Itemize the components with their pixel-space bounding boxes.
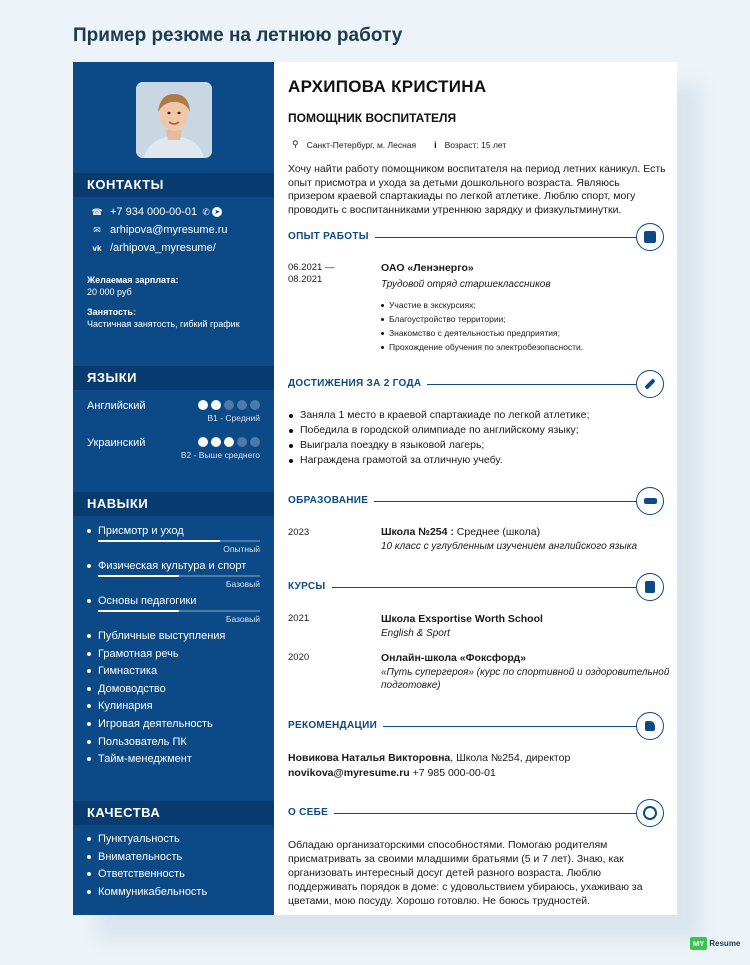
quality-name: Внимательность — [98, 851, 183, 863]
recommender-phone: +7 985 000-00-01 — [409, 766, 496, 779]
page-title: Пример резюме на летнюю работу — [73, 25, 403, 46]
viber-icon: ✆ — [202, 206, 210, 217]
recommender-org: , Школа №254, директор — [450, 752, 571, 764]
quality-item — [87, 833, 260, 845]
course-detail: «Путь супергероя» (курс по спортивной и оздоровительной подготовке) — [381, 666, 670, 691]
skill-name: Публичные выступления — [98, 630, 226, 642]
education-entry — [381, 526, 671, 553]
graduation-cap-icon — [636, 487, 664, 515]
course-name: Онлайн-школа «Фоксфорд» — [381, 652, 527, 664]
language-level: B1 - Средний — [207, 413, 260, 423]
phone-text[interactable]: +7 934 000-00-01 — [110, 206, 198, 218]
language-name: Украинский — [87, 437, 146, 449]
employment-label: Занятость: — [87, 307, 136, 317]
skill-item — [87, 525, 260, 554]
age-text: Возраст: 15 лет — [444, 139, 507, 150]
job-company: ОАО «Ленэнерго» — [381, 262, 474, 274]
job-date: 06.2021 — 08.2021 — [288, 262, 335, 285]
candidate-name: АРХИПОВА КРИСТИНА — [288, 77, 487, 96]
achievements-list — [288, 408, 589, 468]
section-title: О СЕБЕ — [288, 807, 334, 818]
skill-item — [87, 753, 260, 765]
recommendation-entry — [288, 751, 570, 780]
skill-item — [87, 718, 260, 730]
salary-block — [87, 274, 178, 298]
skill-item — [87, 630, 260, 642]
quality-name: Ответственность — [98, 868, 185, 880]
employment-value: Частичная занятость, гибкий график — [87, 319, 240, 329]
job-entry — [381, 262, 661, 354]
course-entry — [381, 652, 671, 693]
achievement-item: Награждена грамотой за отличную учебу. — [288, 453, 589, 468]
skill-name: Гимнастика — [98, 665, 158, 677]
achievement-item: Победила в городской олимпиаде по английскому языку; — [288, 423, 589, 438]
phone-row — [91, 206, 222, 218]
experience-section-header — [288, 222, 664, 252]
section-title: ОБРАЗОВАНИЕ — [288, 495, 374, 506]
skill-name: Присмотр и уход — [98, 525, 184, 537]
skills-header: НАВЫКИ — [73, 492, 274, 516]
course-name: Школа Exsportise Worth School — [381, 613, 543, 625]
skill-name: Тайм-менеджмент — [98, 753, 192, 765]
education-school: Школа №254 : — [381, 526, 454, 538]
section-title: ОПЫТ РАБОТЫ — [288, 231, 375, 242]
duty-item: Прохождение обучения по электробезопасности. — [381, 340, 661, 354]
skill-name: Кулинария — [98, 700, 153, 712]
skill-bar — [98, 540, 260, 542]
skill-level: Опытный — [223, 544, 260, 554]
about-section-header — [288, 798, 664, 828]
section-title: ДОСТИЖЕНИЯ ЗА 2 ГОДА — [288, 378, 427, 389]
sidebar — [73, 62, 274, 915]
qualities-header: КАЧЕСТВА — [73, 801, 274, 825]
briefcase-icon — [636, 223, 664, 251]
location-icon: ⚲ — [292, 139, 299, 149]
recommendations-section-header — [288, 711, 664, 741]
education-type: Среднее (школа) — [453, 526, 541, 538]
skill-name: Пользователь ПК — [98, 736, 187, 748]
skill-item — [87, 665, 260, 677]
language-rating — [198, 437, 260, 447]
education-detail: 10 класс с углубленным изучением английского языка — [381, 540, 638, 552]
course-entry — [381, 613, 671, 640]
achievement-item: Заняла 1 место в краевой спартакиаде по легкой атлетике; — [288, 408, 589, 423]
quality-name: Коммуникабельность — [98, 886, 208, 898]
quality-item — [87, 851, 260, 863]
candidate-position: ПОМОЩНИК ВОСПИТАТЕЛЯ — [288, 111, 457, 125]
skill-item — [87, 648, 260, 660]
duty-item: Благоустройство территории; — [381, 312, 661, 326]
info-icon: i — [434, 139, 437, 150]
meta-row — [292, 139, 506, 150]
skill-item — [87, 736, 260, 748]
skill-level: Базовый — [225, 579, 260, 589]
vk-row — [91, 242, 216, 254]
telegram-icon: ➤ — [212, 207, 222, 217]
skill-level: Базовый — [225, 614, 260, 624]
skill-name: Игровая деятельность — [98, 718, 213, 730]
achievements-section-header — [288, 369, 664, 399]
duty-item: Участие в экскурсиях; — [381, 298, 661, 312]
skill-item — [87, 560, 260, 589]
language-item — [87, 437, 260, 460]
languages-header: ЯЗЫКИ — [73, 366, 274, 390]
location-text: Санкт-Петербург, м. Лесная — [306, 139, 417, 150]
vk-icon: vk — [92, 243, 102, 253]
education-year: 2023 — [288, 527, 310, 538]
email-row — [91, 224, 228, 236]
quality-item — [87, 886, 260, 898]
course-detail: English & Sport — [381, 627, 450, 639]
skill-name: Грамотная речь — [98, 648, 179, 660]
about-text: Обладаю организаторскими способностями. Помогаю родителям присматривать за своими младшими братьями (5 и 7 лет). Знаю, как организовать интересный досуг детей разного возраста. Люблю поддерживать порядок в доме: с удовольствием убираюсь, ухаживаю за цветами, мою посуду. Хорошо готовлю. Не боюсь трудностей. — [288, 839, 643, 907]
quality-name: Пунктуальность — [98, 833, 180, 845]
job-duties — [381, 298, 661, 354]
salary-value: 20 000 руб — [87, 287, 132, 297]
myresume-logo: MY Resume — [690, 937, 740, 950]
skill-bar — [98, 575, 260, 577]
course-year: 2020 — [288, 652, 310, 663]
resume-card — [73, 62, 677, 915]
language-level: B2 - Выше среднего — [180, 450, 260, 460]
skill-name: Основы педагогики — [98, 595, 197, 607]
recommender-name: Новикова Наталья Викторовна — [288, 752, 451, 764]
skill-item — [87, 595, 260, 624]
quality-item — [87, 868, 260, 880]
language-item — [87, 400, 260, 423]
skill-name: Физическая культура и спорт — [98, 560, 247, 572]
education-section-header — [288, 486, 664, 516]
section-title: КУРСЫ — [288, 581, 332, 592]
skill-bar — [98, 610, 260, 612]
vk-text[interactable]: /arhipova_myresume/ — [110, 242, 216, 254]
contacts-header: КОНТАКТЫ — [73, 173, 274, 197]
document-icon — [636, 573, 664, 601]
phone-icon: ☎ — [91, 206, 103, 217]
email-text[interactable]: arhipova@myresume.ru — [110, 224, 228, 236]
skill-name: Домоводство — [98, 683, 166, 695]
email-icon: ✉ — [93, 224, 101, 235]
pencil-icon — [636, 370, 664, 398]
thumbs-up-icon — [636, 712, 664, 740]
recommender-email[interactable]: novikova@myresume.ru — [288, 766, 410, 779]
salary-label: Желаемая зарплата: — [87, 275, 179, 285]
course-year: 2021 — [288, 613, 310, 624]
courses-section-header — [288, 572, 664, 602]
summary-text: Хочу найти работу помощником воспитателя на период летних каникул. Есть опыт присмотра и ухода за детьми дошкольного возраста. Являюсь призером краевой спартакиады по легкой атлетике. Люблю спорт, могу проводить с воспитанниками утреннюю зарядку и физкультминутки. — [288, 163, 666, 216]
employment-block — [87, 306, 240, 330]
user-icon — [636, 799, 664, 827]
skill-item — [87, 683, 260, 695]
language-name: Английский — [87, 400, 146, 412]
job-department: Трудовой отряд старшеклассников — [381, 279, 551, 290]
skill-item — [87, 700, 260, 712]
language-rating — [198, 400, 260, 410]
achievement-item: Выиграла поездку в языковой лагерь; — [288, 438, 589, 453]
section-title: РЕКОМЕНДАЦИИ — [288, 720, 383, 731]
duty-item: Знакомство с деятельностью предприятия; — [381, 326, 661, 340]
main-column — [274, 62, 677, 915]
profile-photo — [136, 82, 212, 158]
